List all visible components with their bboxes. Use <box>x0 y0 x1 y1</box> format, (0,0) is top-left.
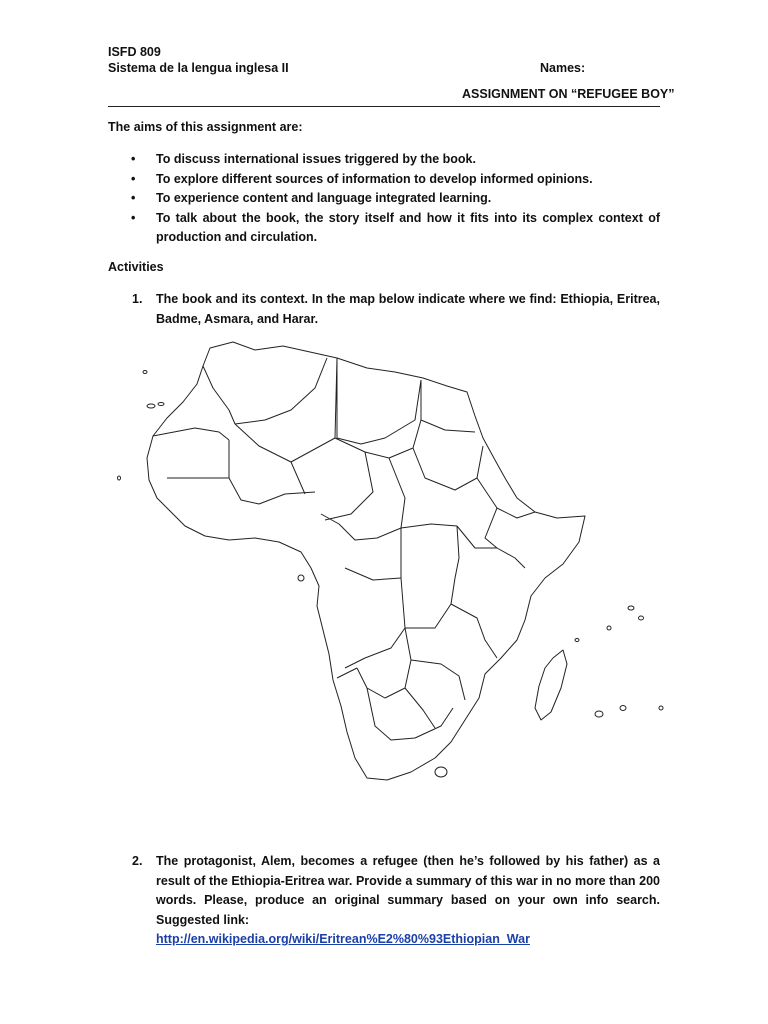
header-divider <box>108 106 660 107</box>
activity-item <box>108 290 660 329</box>
aims-list <box>108 150 660 248</box>
aims-item: • To experience content and language integrated learning. <box>108 189 660 209</box>
activity-text: The book and its context. In the map below indicate where we find: Ethiopia, Eritrea, Badme, Asmara, and Harar. <box>156 292 660 326</box>
activity-text: The protagonist, Alem, becomes a refugee (then he’s followed by his father) as a result of the Ethiopia-Eritrea war. Provide a summary of this war in no more than 200 words. Please, produce an original summary based on your own info search. Suggested link: <box>156 854 660 927</box>
bullet-icon: • <box>131 171 136 186</box>
names-label: Names: <box>540 61 586 75</box>
activity-item <box>108 852 660 950</box>
aims-item: • To discuss international issues triggered by the book. <box>108 150 660 170</box>
suggested-link[interactable]: http://en.wikipedia.org/wiki/Eritrean%E2%80%93Ethiopian_War <box>156 932 530 946</box>
bullet-icon: • <box>131 152 136 166</box>
course-name: Sistema de la lengua inglesa II <box>108 61 289 75</box>
aims-item: • To explore different sources of information to develop informed opinions. <box>108 170 660 190</box>
institution-code: ISFD 809 <box>108 45 161 59</box>
aims-item: • To talk about the book, the story itself and how it fits into its complex context of production and circulation. <box>131 210 660 244</box>
activity-number: 1. <box>132 292 143 306</box>
continent-outline <box>147 342 585 780</box>
madagascar-outline <box>535 650 567 720</box>
aims-intro: The aims of this assignment are: <box>108 120 303 134</box>
bullet-icon: • <box>131 191 136 205</box>
assignment-title: ASSIGNMENT ON “REFUGEE BOY” <box>462 87 675 101</box>
activities-heading: Activities <box>108 260 164 274</box>
activity-number: 2. <box>132 854 143 868</box>
africa-outline-map-icon <box>105 328 665 828</box>
bullet-icon: • <box>131 210 136 225</box>
